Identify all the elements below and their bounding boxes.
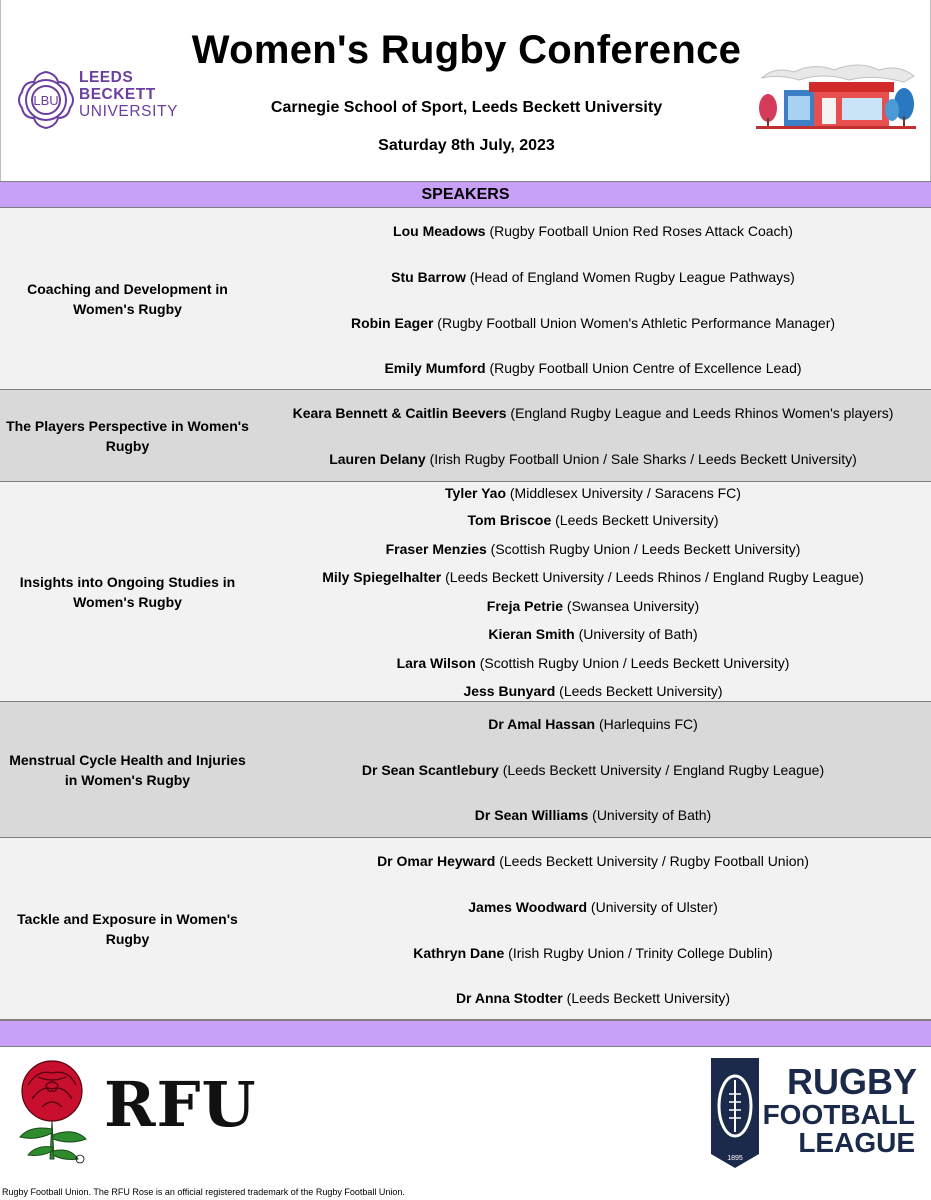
speaker-entry [255, 852, 931, 870]
speaker-role: (Leeds Beckett University / Leeds Rhinos / England Rugby League) [441, 569, 864, 585]
speaker-entry [255, 682, 931, 700]
speaker-name: Dr Amal Hassan [488, 716, 596, 732]
speaker-name: Fraser Menzies [385, 541, 487, 557]
speaker-entry [255, 898, 931, 916]
rfu-wordmark: RFU [104, 1068, 257, 1141]
page-title: Women's Rugby Conference [191, 28, 742, 72]
speaker-entry [255, 268, 931, 286]
section-topic: The Players Perspective in Women's Rugby [6, 417, 249, 454]
event-date: Saturday 8th July, 2023 [378, 137, 555, 154]
speaker-entry [255, 540, 931, 558]
lbu-line2: BECKETT [79, 86, 156, 103]
section-topic: Menstrual Cycle Health and Injuries in Women's Rugby [9, 751, 246, 788]
rfu-rose-icon [8, 1055, 96, 1167]
footer-divider-bar [0, 1020, 931, 1047]
rfl-line3: LEAGUE [798, 1127, 915, 1158]
speaker-role: (Rugby Football Union Red Roses Attack Coach) [485, 223, 793, 239]
speaker-name: James Woodward [468, 899, 588, 915]
speaker-name: Dr Sean Scantlebury [361, 762, 499, 778]
speaker-role: (Harlequins FC) [595, 716, 698, 732]
speaker-role: (Scottish Rugby Union / Leeds Beckett University) [486, 541, 801, 557]
venue-subtitle: Carnegie School of Sport, Leeds Beckett University [270, 99, 663, 116]
section-menstrual-health [0, 702, 931, 838]
speaker-role: (England Rugby League and Leeds Rhinos Women's players) [506, 405, 894, 421]
speaker-name: Dr Sean Williams [474, 807, 589, 823]
speaker-role: (Rugby Football Union Women's Athletic Performance Manager) [433, 315, 836, 331]
speaker-entry [255, 761, 931, 779]
speaker-entry [255, 511, 931, 529]
rfl-year: 1895 [727, 1155, 743, 1162]
speaker-name: Tom Briscoe [467, 512, 552, 528]
section-ongoing-studies [0, 482, 931, 702]
lbu-wordmark [79, 69, 178, 120]
speaker-entry [255, 944, 931, 962]
speaker-entry [255, 806, 931, 824]
section-topic: Tackle and Exposure in Women's Rugby [17, 910, 238, 947]
speaker-name: Lou Meadows [393, 223, 486, 239]
speaker-role: (Scottish Rugby Union / Leeds Beckett University) [475, 655, 790, 671]
rugby-football-league-logo-icon [705, 1054, 920, 1172]
speaker-entry [255, 568, 931, 586]
section-coaching-development [0, 208, 931, 390]
speaker-entry [255, 222, 931, 240]
rfl-line1: RUGBY [786, 1061, 917, 1102]
leeds-beckett-logo [12, 62, 212, 138]
speaker-name: Lara Wilson [396, 655, 476, 671]
section-topic: Coaching and Development in Women's Rugby [27, 280, 228, 317]
speaker-name: Dr Omar Heyward [377, 853, 496, 869]
section-tackle-exposure [0, 838, 931, 1020]
speaker-entry [255, 989, 931, 1007]
speaker-name: Emily Mumford [384, 360, 486, 376]
lbu-monogram: LBU [33, 93, 59, 108]
speaker-name: Tyler Yao [445, 485, 506, 501]
speakers-heading: SPEAKERS [0, 181, 931, 208]
speaker-role: (University of Bath) [574, 626, 698, 642]
speaker-role: (Rugby Football Union Centre of Excellence Lead) [485, 360, 802, 376]
speaker-name: Robin Eager [350, 315, 434, 331]
lbu-line3: UNIVERSITY [79, 103, 179, 120]
speaker-entry [255, 484, 931, 502]
speaker-role: (Irish Rugby Union / Trinity College Dublin) [504, 945, 773, 961]
speaker-entry [255, 625, 931, 643]
speaker-name: Stu Barrow [391, 269, 466, 285]
speaker-entry [255, 597, 931, 615]
speaker-role: (Leeds Beckett University / England Rugby League) [498, 762, 825, 778]
speaker-name: Lauren Delany [329, 451, 426, 467]
speaker-role: (Leeds Beckett University) [555, 683, 723, 699]
section-topic: Insights into Ongoing Studies in Women's Rugby [19, 573, 236, 610]
speaker-role: (Leeds Beckett University) [551, 512, 719, 528]
speaker-role: (University of Bath) [588, 807, 712, 823]
speaker-role: (Irish Rugby Football Union / Sale Sharks / Leeds Beckett University) [425, 451, 857, 467]
speaker-role: (Head of England Women Rugby League Pathways) [465, 269, 795, 285]
speaker-name: Kieran Smith [488, 626, 575, 642]
speaker-name: Jess Bunyard [463, 683, 556, 699]
speaker-entry [255, 654, 931, 672]
section-players-perspective [0, 390, 931, 482]
speaker-name: Keara Bennett & Caitlin Beevers [292, 405, 507, 421]
speaker-role: (Leeds Beckett University / Rugby Football Union) [495, 853, 809, 869]
speaker-name: Kathryn Dane [413, 945, 505, 961]
speaker-entry [255, 715, 931, 733]
speaker-name: Dr Anna Stodter [455, 990, 563, 1006]
speaker-entry [255, 450, 931, 468]
speaker-role: (University of Ulster) [587, 899, 718, 915]
lbu-line1: LEEDS [79, 69, 134, 86]
building-illustration-icon [754, 60, 919, 132]
speaker-name: Freja Petrie [486, 598, 564, 614]
speaker-role: (Leeds Beckett University) [562, 990, 731, 1006]
speaker-role: (Middlesex University / Saracens FC) [506, 485, 741, 501]
rfl-line2: FOOTBALL [762, 1099, 915, 1130]
speaker-entry [255, 359, 931, 377]
speaker-name: Mily Spiegelhalter [322, 569, 442, 585]
lbu-rose-emblem-icon [12, 62, 82, 138]
speaker-entry [255, 404, 931, 422]
trademark-disclaimer: Rugby Football Union. The RFU Rose is an official registered trademark of the Rugby Football Union. [2, 1187, 405, 1197]
speaker-role: (Swansea University) [563, 598, 700, 614]
speaker-entry [255, 314, 931, 332]
